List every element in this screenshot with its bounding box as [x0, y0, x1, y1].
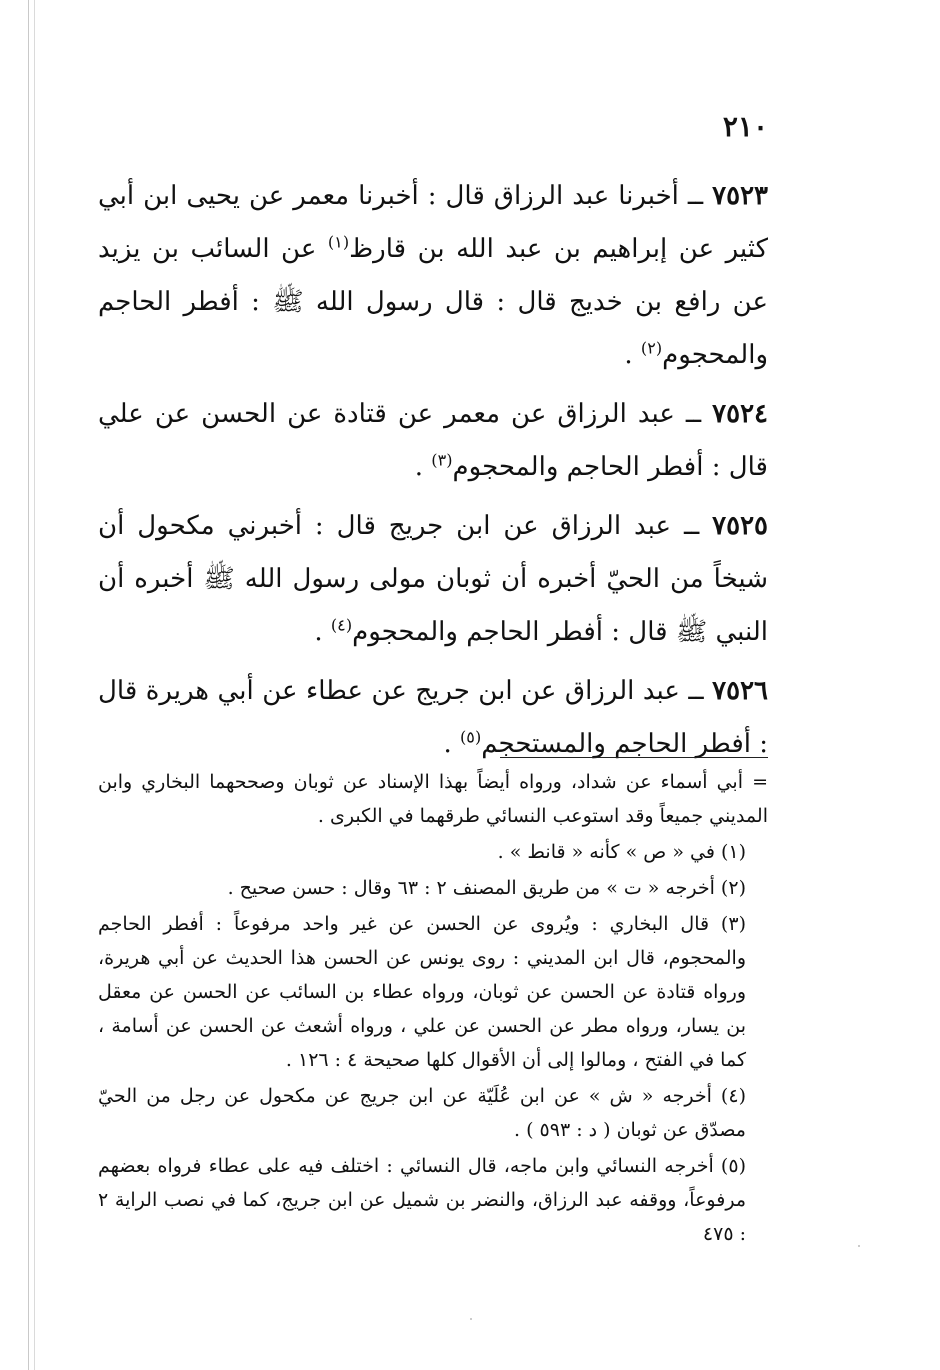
footnote-1: (١) في « ص » كأنه « قانط » . — [497, 841, 746, 863]
hadith-text: عن السائب بن يزيد عن رافع بن خديج قال : قال رسول الله ﷺ : أفطر الحاجم والمحجوم — [98, 234, 768, 370]
footnote-5: (٥) أخرجه النسائي وابن ماجه، قال النسائي : اختلف فيه على عطاء فرواه بعضهم مرفوعاً، ووقفه عبد الرزاق، والنضر بن شميل عن ابن جريج، كما في نصب الراية ٢ : ٤٧٥ — [98, 1155, 746, 1245]
binding-edge-line — [28, 0, 29, 1370]
hadith-text-end: . — [624, 340, 641, 370]
footnote-continuation: = أبي أسماء عن شداد، ورواه أيضاً بهذا الإسناد عن ثوبان وصححهما البخاري وابن المديني جميعاً وقد استوعب النسائي طرقهما في الكبرى . — [98, 771, 768, 827]
hadith-text-end: . — [414, 452, 432, 482]
page-number: ٢١٠ — [722, 110, 768, 143]
hadith-text: ــ عبد الرزاق عن ابن جريج عن عطاء عن أبي هريرة قال : أفطر الحاجم والمستحجم — [98, 676, 768, 759]
hadith-text: ــ أخبرنا عبد الرزاق قال : أخبرنا معمر عن يحيى ابن أبي كثير عن إبراهيم بن عبد الله بن قارظ — [98, 181, 769, 264]
binding-edge-line-inner — [34, 0, 35, 1370]
scan-speck — [858, 1245, 860, 1247]
footnotes — [98, 765, 768, 1253]
main-text — [98, 170, 768, 775]
footnote-ref: (٢) — [640, 338, 663, 358]
hadith-7523 — [98, 170, 768, 382]
hadith-7524 — [98, 388, 768, 494]
footnote-ref: (٤) — [330, 615, 353, 635]
hadith-text-end: . — [314, 617, 331, 647]
footnote-ref: (١) — [327, 232, 350, 252]
hadith-7525 — [98, 500, 768, 659]
hadith-text: ــ عبد الرزاق عن ابن جريج قال : أخبرني مكحول أن شيخاً من الحيّ أخبره أن ثوبان مولى رسول الله ﷺ أخبره أن النبي ﷺ قال : أفطر الحاجم والمحجوم — [98, 511, 768, 647]
footnote-ref: (٣) — [431, 450, 453, 470]
footnote-separator — [500, 757, 768, 758]
scan-speck — [470, 1318, 472, 1320]
footnote-2: (٢) أخرجه « ت » من طريق المصنف ٢ : ٦٣ وقال : حسن صحيح . — [227, 877, 746, 899]
footnote-3: (٣) قال البخاري : ويُروى عن الحسن عن غير واحد مرفوعاً : أفطر الحاجم والمحجوم، قال ابن المديني : روى يونس عن الحسن هذا الحديث عن أبي هريرة، ورواه قتادة عن الحسن عن ثوبان، ورواه عطاء بن السائب عن الحسن عن معقل بن يسار، ورواه مطر عن الحسن عن علي ، ورواه أشعث عن الحسن عن أسامة ، كما في الفتح ، ومالوا إلى أن الأقوال كلها صحيحة ٤ : ١٢٦ . — [98, 913, 746, 1071]
hadith-number: ٧٥٢٣ — [712, 181, 768, 211]
footnote-4: (٤) أخرجه « ش » عن ابن عُلَيّة عن ابن جريج عن مكحول عن رجل من الحيّ مصدّق عن ثوبان ( د : ٥٩٣ ) . — [98, 1085, 746, 1141]
hadith-number: ٧٥٢٥ — [712, 511, 768, 541]
hadith-7526 — [98, 665, 768, 771]
hadith-number: ٧٥٢٦ — [712, 676, 768, 706]
hadith-text-end: . — [443, 729, 460, 759]
footnote-ref: (٥) — [460, 727, 482, 747]
hadith-text: ــ عبد الرزاق عن معمر عن قتادة عن الحسن عن علي قال : أفطر الحاجم والمحجوم — [98, 399, 768, 482]
hadith-number: ٧٥٢٤ — [712, 399, 768, 429]
